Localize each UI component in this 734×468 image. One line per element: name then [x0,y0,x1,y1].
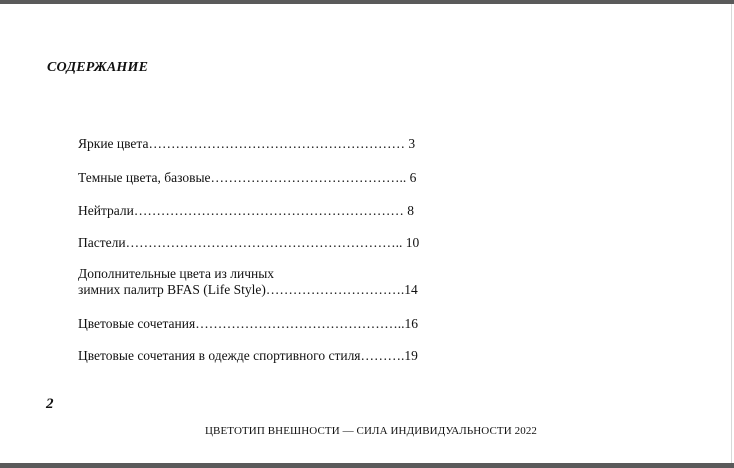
toc-entry-text: Пастели…………………………………………………….. 10 [78,235,420,250]
toc-entry-text: Дополнительные цвета из личных [78,266,275,281]
toc-entry [78,348,450,364]
window-top-border [0,0,734,4]
page-right-edge [731,4,732,463]
window-bottom-border [0,463,734,468]
toc-entry-text: Цветовые сочетания………………………………………..16 [78,316,418,331]
toc-entry-text: Нейтрали…………………………………………………… 8 [78,203,414,218]
page-number: 2 [46,396,54,412]
toc-entry [78,266,450,298]
toc-entry-text: Цветовые сочетания в одежде спортивного стиля……….19 [78,348,418,363]
toc-entry [78,136,450,152]
toc-entry [78,316,450,332]
toc-heading: СОДЕРЖАНИЕ [47,60,149,75]
toc-entry [78,170,450,186]
toc-entry-text: зимних палитр BFAS (Life Style)………………………….14 [78,282,418,297]
toc-entry-text: Яркие цвета………………………………………………… 3 [78,136,416,151]
toc-entry-text: Темные цвета, базовые…………………………………….. 6 [78,170,417,185]
toc-entry [78,203,450,219]
page-footer: ЦВЕТОТИП ВНЕШНОСТИ — СИЛА ИНДИВИДУАЛЬНОСТИ 2022 [204,425,538,437]
toc-entry [78,235,450,251]
